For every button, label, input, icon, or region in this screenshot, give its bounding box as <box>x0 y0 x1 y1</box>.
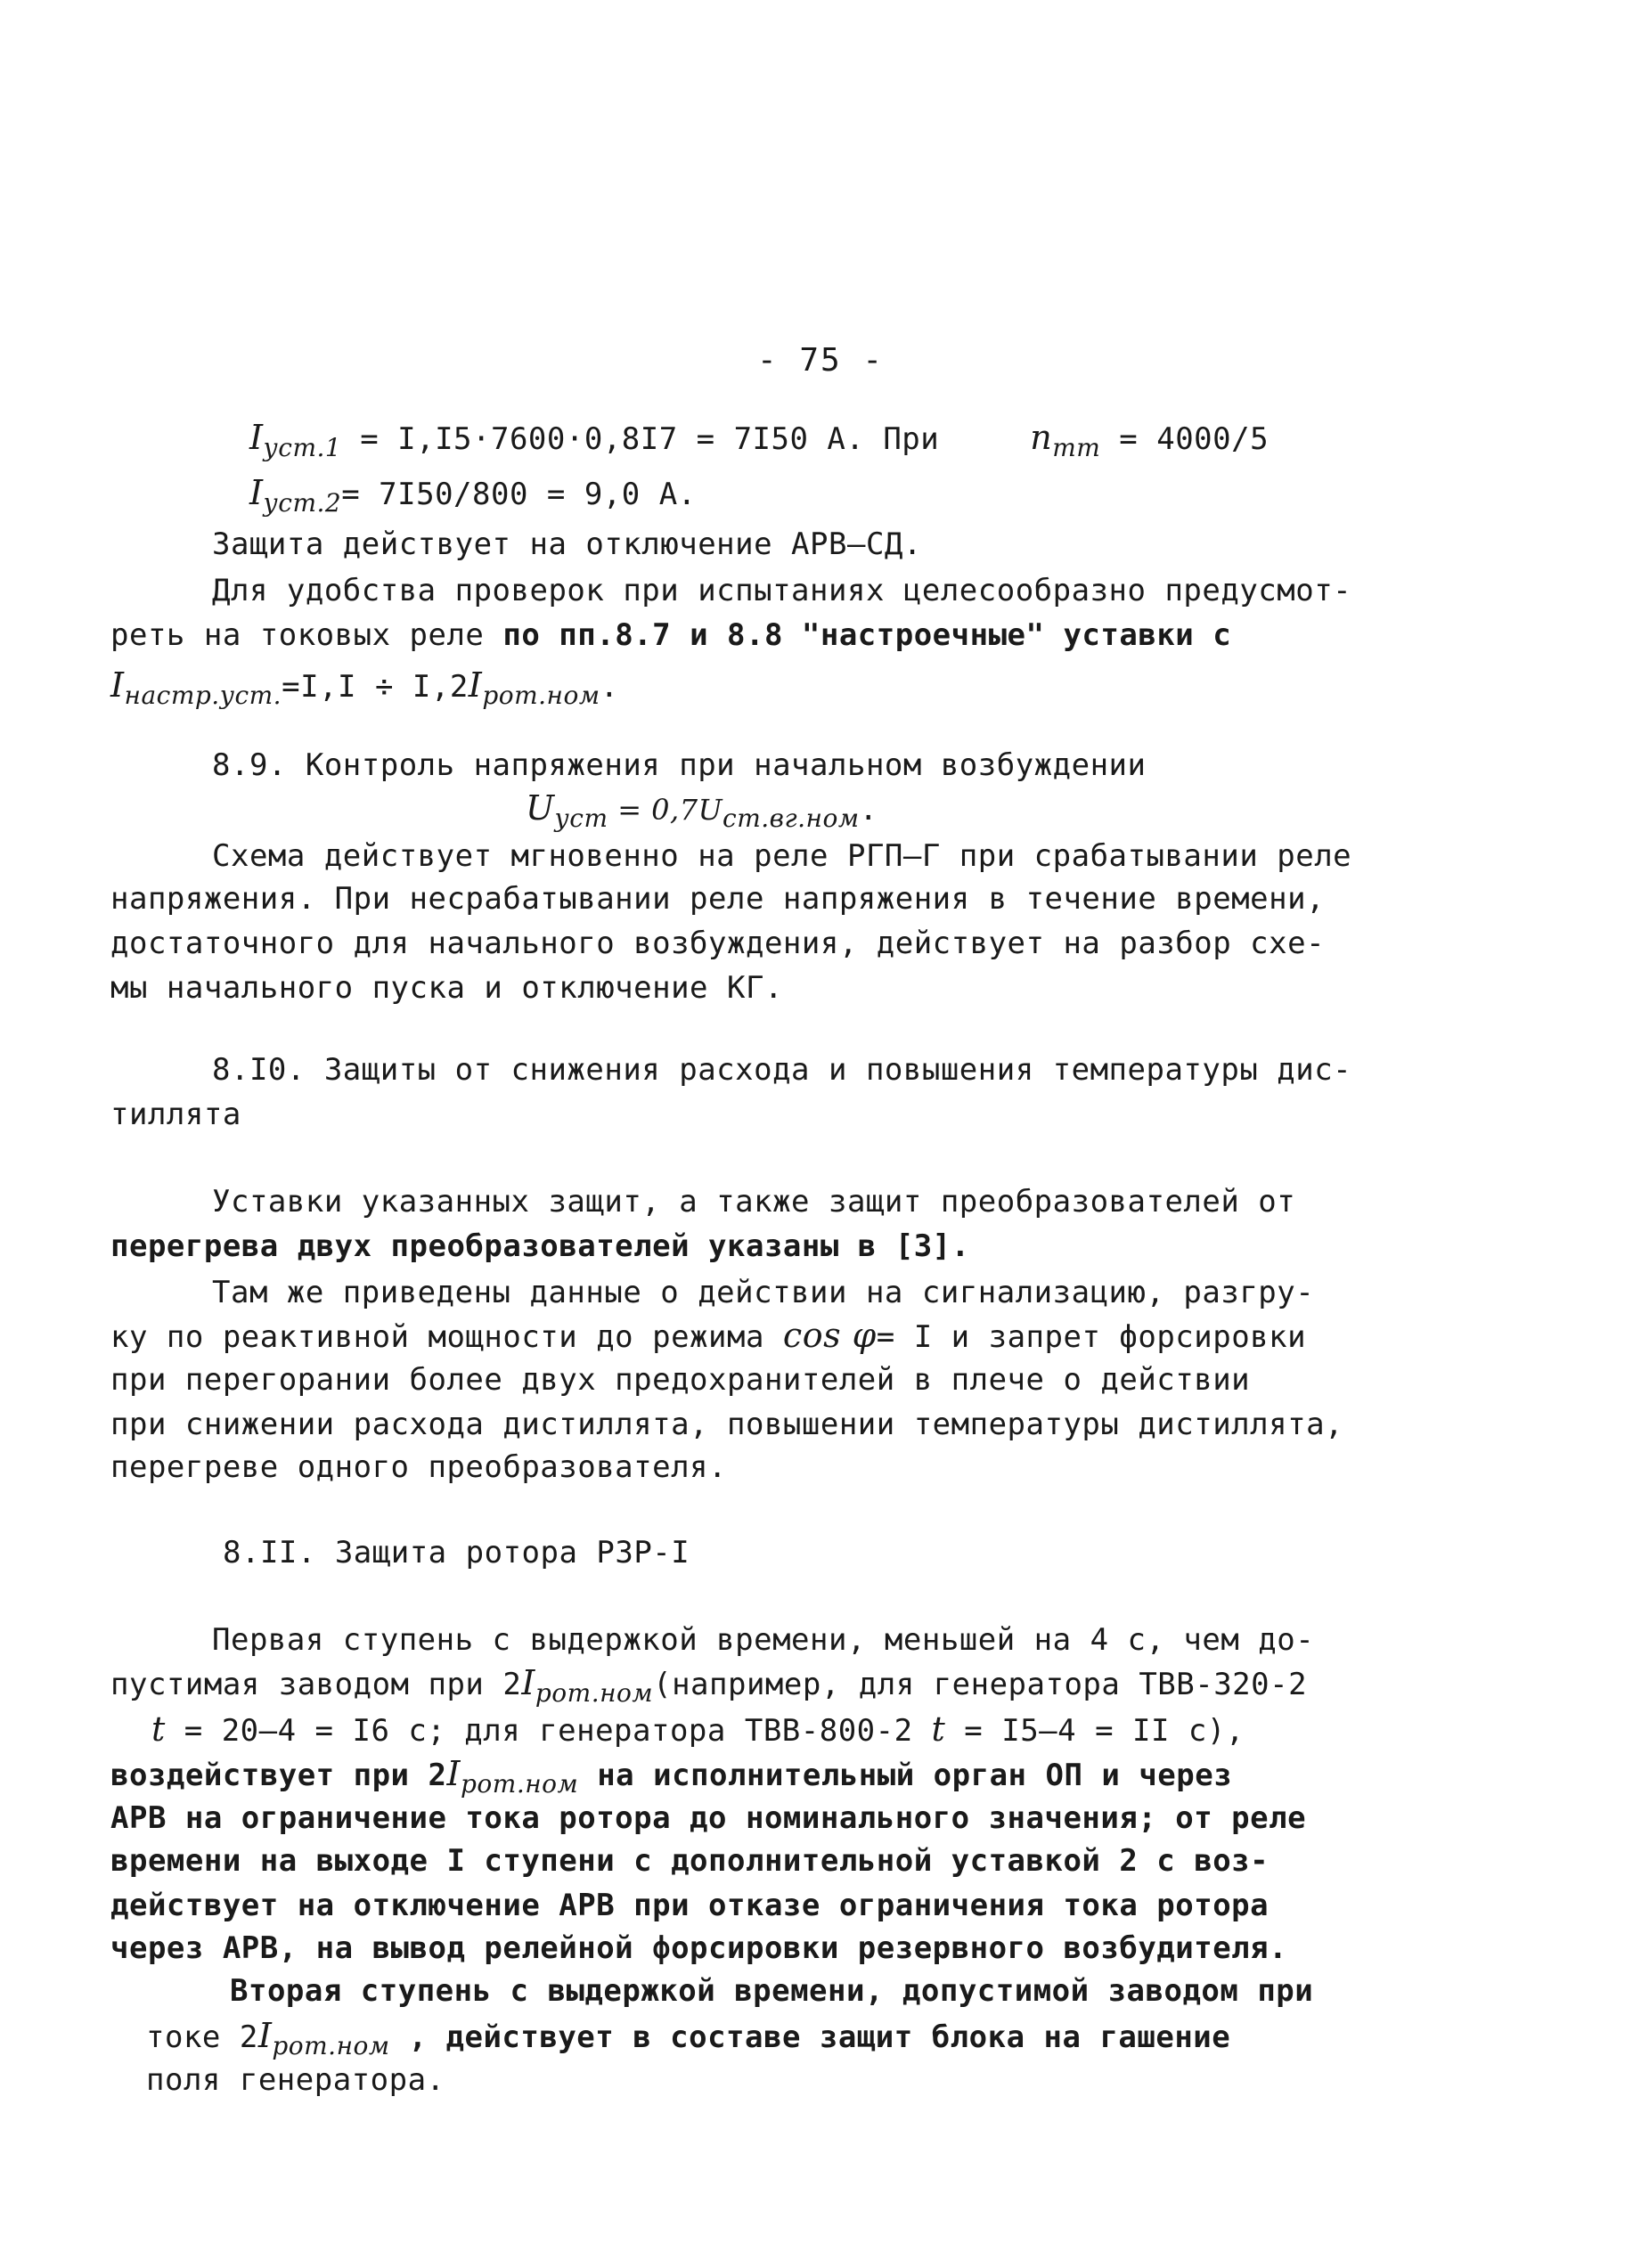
paragraph-line: достаточного для начального возбуждения, действует на разбор схе- <box>110 926 1326 961</box>
paragraph-line: напряжения. При несрабатывании реле напряжения в течение времени, <box>110 881 1326 917</box>
paragraph-line: через АРВ, на вывод релейной форсировки резервного возбудителя. <box>110 1930 1288 1966</box>
paragraph-line: мы начального пуска и отключение КГ. <box>110 970 783 1006</box>
formula-nastr-ust <box>110 665 619 709</box>
formula-symbol-t: t <box>931 1709 946 1749</box>
text-run: = I и запрет форсировки <box>876 1319 1307 1355</box>
formula-symbol: I <box>446 1754 461 1793</box>
formula-value-ntt: = 4000/5 <box>1100 421 1270 457</box>
paragraph-line: при перегорании более двух предохранителей в плече о действии <box>110 1362 1251 1398</box>
paragraph-line: при снижении расхода дистиллята, повышении температуры дистиллята, <box>110 1407 1344 1442</box>
paragraph-line <box>110 615 1231 656</box>
formula-subscript: рот.ном <box>482 681 600 710</box>
formula-dot: . <box>600 669 619 705</box>
formula-u-ust <box>526 787 878 832</box>
text-run: реть на токовых реле <box>110 617 503 653</box>
paragraph-line <box>110 1753 1232 1798</box>
paragraph-line: Схема действует мгновенно на реле РГП–Г при срабатывании реле <box>212 838 1352 874</box>
formula-subscript: уст.1 <box>263 433 342 462</box>
formula-symbol: I <box>257 2016 273 2055</box>
formula-expression: =I,I ÷ I,2 <box>282 669 469 705</box>
paragraph-line: Вторая ступень с выдержкой времени, допустимой заводом при <box>230 1973 1314 2009</box>
formula-symbol: I <box>468 665 483 705</box>
formula-subscript: рот.ном <box>272 2031 390 2060</box>
formula-symbol: U <box>526 788 555 828</box>
section-heading: тиллята <box>110 1097 241 1132</box>
formula-symbol-t: t <box>151 1709 166 1749</box>
paragraph-line: Для удобства проверок при испытаниях целесообразно предусмот- <box>212 573 1352 608</box>
formula-dot: . <box>859 792 878 828</box>
paragraph-line: Уставки указанных защит, а также защит преобразователей от <box>212 1184 1296 1220</box>
formula-cos-phi: cos φ <box>782 1316 877 1355</box>
paragraph-line: поля генератора. <box>146 2062 445 2098</box>
formula-i-ust1 <box>249 417 1269 461</box>
paragraph-line: Первая ступень с выдержкой времени, меньшей на 4 с, чем до- <box>212 1622 1315 1658</box>
paragraph-line: перегрева двух преобразователей указаны в [3]. <box>110 1228 970 1264</box>
paragraph-line <box>151 1709 1245 1751</box>
formula-expression: = 7I50/800 = 9,0 А. <box>341 477 697 512</box>
paragraph-line: действует на отключение АРВ при отказе ограничения тока ротора <box>110 1888 1270 1923</box>
formula-i-ust2 <box>249 472 697 517</box>
formula-subscript: уст.2 <box>263 488 342 518</box>
text-run: (например, для генератора ТВВ-320-2 <box>653 1667 1308 1702</box>
paragraph-line <box>146 2015 1230 2060</box>
formula-symbol: I <box>521 1663 535 1702</box>
text-run: ку по реактивной мощности до режима <box>110 1319 783 1355</box>
section-heading: 8.9. Контроль напряжения при начальном возбуждении <box>212 747 1147 783</box>
paragraph-line: Защита действует на отключение АРВ–СД. <box>212 526 922 562</box>
section-heading: 8.II. Защита ротора РЗР-I <box>223 1535 690 1570</box>
text-run: токе 2 <box>146 2019 258 2055</box>
text-run: = 20–4 = I6 с; для генератора ТВВ-800-2 <box>165 1713 932 1749</box>
text-run: на исполнительный орган ОП и через <box>578 1758 1233 1793</box>
formula-symbol: I <box>249 473 264 512</box>
paragraph-line: АРВ на ограничение тока ротора до номинального значения; от реле <box>110 1800 1307 1836</box>
formula-expression: = I,I5·7600·0,8I7 = 7I50 А. При <box>341 421 940 457</box>
text-run-bold: по пп.8.7 и 8.8 "настроечные" уставки с <box>502 617 1232 653</box>
formula-subscript: ст.вг.ном <box>723 804 860 833</box>
formula-subscript: настр.уст. <box>124 681 282 710</box>
paragraph-line: Там же приведены данные о действии на сигнализацию, разгру- <box>212 1275 1315 1310</box>
section-heading: 8.I0. Защиты от снижения расхода и повышения температуры дис- <box>212 1052 1352 1088</box>
page-number: - 75 - <box>756 342 885 379</box>
formula-expression: = 0,7U <box>608 793 723 827</box>
formula-subscript: рот.ном <box>535 1678 654 1708</box>
paragraph-line <box>110 1662 1307 1707</box>
text-run: пустимая заводом при 2 <box>110 1667 522 1702</box>
text-run: = I5–4 = II с), <box>945 1713 1245 1749</box>
formula-symbol-n: n <box>1030 418 1053 457</box>
paragraph-line: времени на выходе I ступени с дополнительной уставкой 2 с воз- <box>110 1843 1270 1879</box>
paragraph-line: перегреве одного преобразователя. <box>110 1449 728 1485</box>
formula-subscript: уст <box>554 804 608 833</box>
text-run: , действует в составе защит блока на гашение <box>389 2019 1231 2055</box>
formula-symbol: I <box>249 418 264 457</box>
formula-subscript-tt: тт <box>1052 433 1101 462</box>
paragraph-line <box>110 1315 1306 1358</box>
formula-symbol: I <box>110 665 125 705</box>
formula-subscript: рот.ном <box>460 1769 579 1799</box>
text-run: воздействует при 2 <box>110 1758 447 1793</box>
